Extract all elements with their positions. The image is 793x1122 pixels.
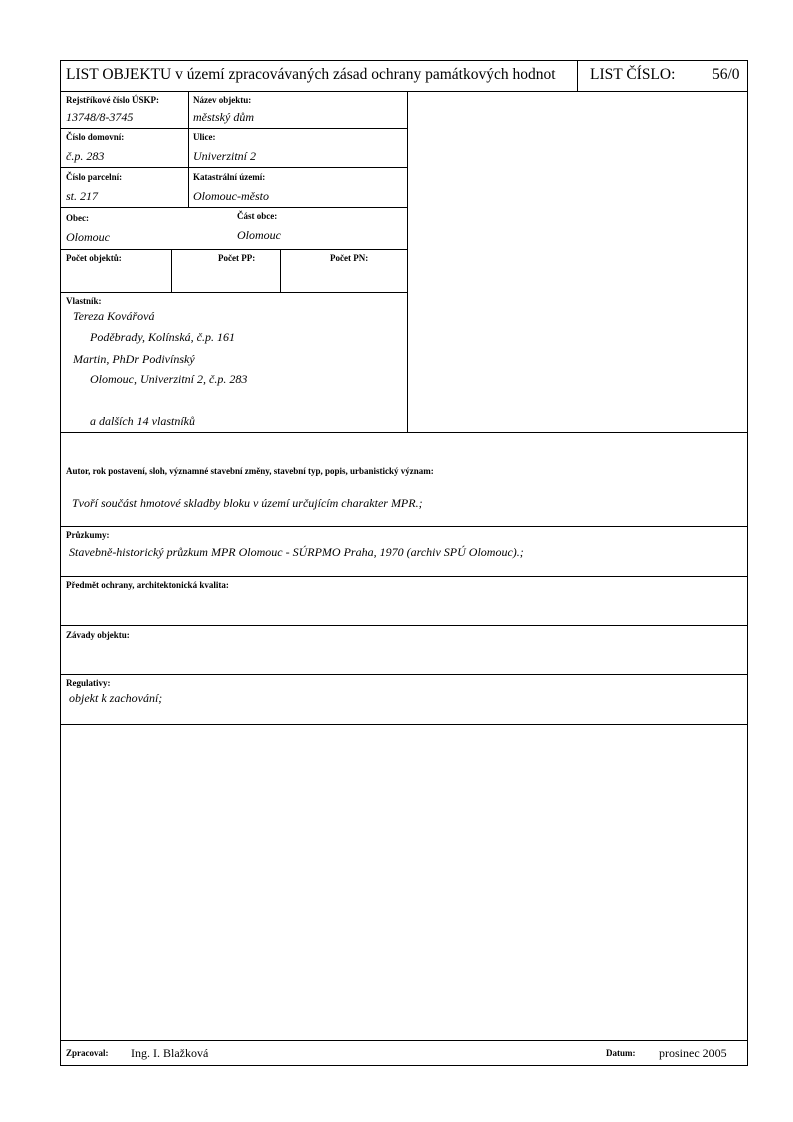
rejstrikove-cislo-value: 13748/8-3745	[66, 110, 134, 124]
zavady-bottom-line	[60, 674, 748, 675]
predmet-bottom-line	[60, 625, 748, 626]
zpracoval-value: Ing. I. Blažková	[131, 1046, 209, 1060]
regulativy-bottom-line	[60, 724, 748, 725]
cislo-domovni-label: Číslo domovní:	[66, 132, 125, 142]
predmet-label: Předmět ochrany, architektonická kvalita:	[66, 580, 229, 590]
row-line-5	[60, 292, 407, 293]
regulativy-value: objekt k zachování;	[69, 691, 163, 705]
obec-value: Olomouc	[66, 230, 110, 244]
sheet-number: 56/0	[712, 66, 740, 83]
datum-value: prosinec 2005	[659, 1046, 727, 1060]
row-line-1	[60, 128, 407, 129]
katastralni-uzemi-label: Katastrální území:	[193, 172, 266, 182]
zavady-label: Závady objektu:	[66, 630, 130, 640]
owner1-address: Poděbrady, Kolínská, č.p. 161	[90, 330, 235, 344]
form-title: LIST OBJEKTU v území zpracovávaných zásad ochrany památkových hodnot	[66, 66, 556, 83]
pocet-pp-label: Počet PP:	[218, 253, 256, 263]
row-line-2	[60, 167, 407, 168]
pruzkumy-value: Stavebně-historický průzkum MPR Olomouc - SÚRPMO Praha, 1970 (archiv SPÚ Olomouc).;	[69, 545, 524, 559]
count-divider-1	[171, 249, 172, 292]
zpracoval-label: Zpracoval:	[66, 1048, 109, 1058]
datum-label: Datum:	[606, 1048, 636, 1058]
sheet-number-label: LIST ČÍSLO:	[590, 66, 676, 83]
owner1-name: Tereza Kovářová	[73, 309, 155, 323]
owners-others: a dalších 14 vlastníků	[90, 414, 195, 428]
count-divider-2	[280, 249, 281, 292]
info-block-right-border	[407, 91, 408, 432]
cislo-domovni-value: č.p. 283	[66, 149, 105, 163]
rejstrikove-cislo-label: Rejstříkové číslo ÚSKP:	[66, 95, 159, 105]
pruzkumy-bottom-line	[60, 576, 748, 577]
ulice-label: Ulice:	[193, 132, 216, 142]
owner2-name: Martin, PhDr Podivínský	[73, 352, 195, 366]
cislo-parcelni-value: st. 217	[66, 189, 99, 203]
autor-value: Tvoří součást hmotové skladby bloku v území určujícím charakter MPR.;	[72, 496, 423, 510]
ulice-value: Univerzitní 2	[193, 149, 256, 163]
pocet-objektu-label: Počet objektů:	[66, 253, 122, 263]
footer-top-line	[60, 1040, 748, 1041]
autor-bottom-line	[60, 526, 748, 527]
obec-label: Obec:	[66, 213, 89, 223]
cislo-parcelni-label: Číslo parcelní:	[66, 172, 123, 182]
regulativy-label: Regulativy:	[66, 678, 111, 688]
vlastnik-label: Vlastník:	[66, 296, 102, 306]
header-bottom-line	[60, 91, 748, 92]
pocet-pn-label: Počet PN:	[330, 253, 369, 263]
cast-obce-value: Olomouc	[237, 228, 281, 242]
nazev-objektu-label: Název objektu:	[193, 95, 252, 105]
pruzkumy-label: Průzkumy:	[66, 530, 110, 540]
row-line-4	[60, 249, 407, 250]
cast-obce-label: Část obce:	[237, 211, 278, 221]
owner2-address: Olomouc, Univerzitní 2, č.p. 283	[90, 372, 248, 386]
katastralni-uzemi-value: Olomouc-město	[193, 189, 269, 203]
row-line-3	[60, 207, 407, 208]
info-col-divider	[188, 91, 189, 207]
header-divider	[577, 60, 578, 91]
autor-label: Autor, rok postavení, sloh, významné stavební změny, stavební typ, popis, urbanistický význam:	[66, 466, 434, 476]
form-frame	[60, 60, 748, 1066]
nazev-objektu-value: městský dům	[193, 110, 254, 124]
info-block-bottom-line	[60, 432, 748, 433]
